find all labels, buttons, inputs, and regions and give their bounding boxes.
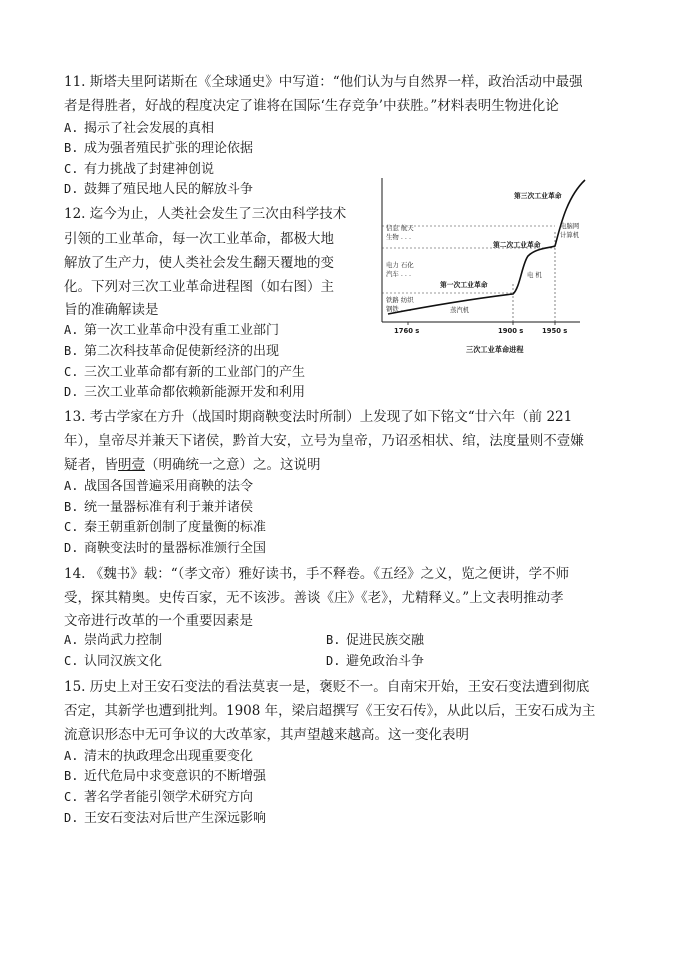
q15-option-c: C. 著名学者能引领学术研究方向 (64, 790, 254, 805)
q12-stem-line-1: 12. 迄今为止，人类社会发生了三次由科学技术 (64, 206, 347, 222)
x-tick-label-1900: 1900 s (498, 327, 524, 335)
q13-stem-line-2: 年），皇帝尽并兼天下诸侯，黔首大安，立号为皇帝，乃诏丞相状、绾，法度量则不壹嫌 (64, 433, 584, 449)
q13-underlined-term: 明壹 (118, 457, 145, 473)
q14-stem-line-1: 14. 《魏书》载：“（孝文帝）雅好读书，手不释卷。《五经》之义，览之便讲，学不师 (64, 566, 570, 582)
q15-stem-line-3: 流意识形态中无可争议的大改革家，其声望越来越高。这一变化表明 (64, 727, 469, 743)
driver-computer-line-1: 电脑网 (560, 222, 580, 230)
q15-option-b: B. 近代危局中求变意识的不断增强 (64, 769, 267, 784)
q14-stem-line-2: 受，探其精奥。史传百家，无不该涉。善谈《庄》《老》，尤精释义。”上文表明推动孝 (64, 590, 564, 606)
q13-option-a: A. 战国各国普遍采用商鞅的法令 (64, 479, 254, 494)
left-label-second-line-1: 电力 石化 (386, 261, 414, 269)
x-tick-label-1760: 1760 s (394, 327, 420, 335)
left-label-third-line-1: 信息 航天 (386, 224, 414, 232)
q13-option-d: D. 商鞅变法时的量器标准颁行全国 (64, 541, 267, 556)
q15-option-d: D. 王安石变法对后世产生深远影响 (64, 811, 267, 826)
q14-option-c: C. 认同汉族文化 (64, 654, 163, 669)
progress-curve (388, 180, 585, 314)
figure-caption: 三次工业革命进程 (466, 345, 524, 354)
q13-stem-line-1: 13. 考古学家在方升（战国时期商鞅变法时所制）上发现了如下铭文“廿六年（前 221 (64, 409, 573, 425)
q12-stem-line-3: 解放了生产力，使人类社会发生翻天覆地的变 (64, 255, 334, 271)
q15-stem-line-2: 否定，其新学也遭到批判。1908 年，梁启超撰写《王安石传》，从此以后，王安石成为主 (64, 703, 596, 719)
x-tick-label-1950: 1950 s (542, 327, 568, 335)
q15-stem-line-1: 15. 历史上对王安石变法的看法莫衷一是，褒贬不一。自南宋开始，王安石变法遭到彻底 (64, 679, 590, 695)
stage-label-second: 第二次工业革命 (493, 241, 541, 249)
left-label-third-line-2: 生物 . . . (386, 233, 411, 241)
q11-stem-line-1: 11. 斯塔夫里阿诺斯在《全球通史》中写道：“他们认为与自然界一样，政治活动中最强 (64, 74, 583, 90)
q15-option-a: A. 清末的执政理念出现重要变化 (64, 749, 254, 764)
industrial-revolution-figure (380, 168, 590, 363)
stage-label-third: 第三次工业革命 (514, 192, 562, 200)
q14-stem-line-3: 文帝进行改革的一个重要因素是 (64, 613, 253, 629)
q12-option-a: A. 第一次工业革命中没有重工业部门 (64, 323, 280, 338)
left-label-first-line-1: 铁路 纺织 (386, 296, 414, 304)
q13-option-c: C. 秦王朝重新创制了度量衡的标准 (64, 520, 267, 535)
left-label-second-line-2: 汽车 . . . (386, 270, 411, 278)
q13-stem-line-3: 疑者，皆明壹（明确统一之意）之。这说明 (64, 457, 321, 473)
q14-option-a: A. 崇尚武力控制 (64, 633, 163, 648)
driver-steam-engine: 蒸汽机 (450, 306, 470, 314)
q12-option-c: C. 三次工业革命都有新的工业部门的产生 (64, 365, 306, 380)
q12-stem-line-4: 化。下列对三次工业革命进程图（如右图）主 (64, 279, 334, 295)
q12-stem-line-2: 引领的工业革命，每一次工业革命，都极大地 (64, 231, 334, 247)
q11-option-c: C. 有力挑战了封建神创说 (64, 162, 215, 177)
q12-option-b: B. 第二次科技革命促使新经济的出现 (64, 344, 280, 359)
driver-computer-line-2: 计算机 (560, 231, 580, 239)
q12-stem-line-5: 旨的准确解读是 (64, 302, 159, 318)
q11-option-d: D. 鼓舞了殖民地人民的解放斗争 (64, 182, 254, 197)
q13-option-b: B. 统一量器标准有利于兼并诸侯 (64, 500, 254, 515)
q12-option-d: D. 三次工业革命都依赖新能源开发和利用 (64, 385, 306, 400)
q11-stem-line-2: 者是得胜者，好战的程度决定了谁将在国际‘生存竞争’中获胜。”材料表明生物进化论 (64, 98, 559, 114)
driver-electric-motor: 电 机 (527, 271, 542, 279)
q14-option-b: B. 促进民族交融 (326, 633, 425, 648)
q14-option-d: D. 避免政治斗争 (326, 654, 425, 669)
left-label-first-line-2: 钢铁 . . . (386, 305, 411, 313)
q11-option-a: A. 揭示了社会发展的真相 (64, 121, 215, 136)
stage-label-first: 第一次工业革命 (440, 281, 488, 289)
q11-option-b: B. 成为强者殖民扩张的理论依据 (64, 141, 254, 156)
